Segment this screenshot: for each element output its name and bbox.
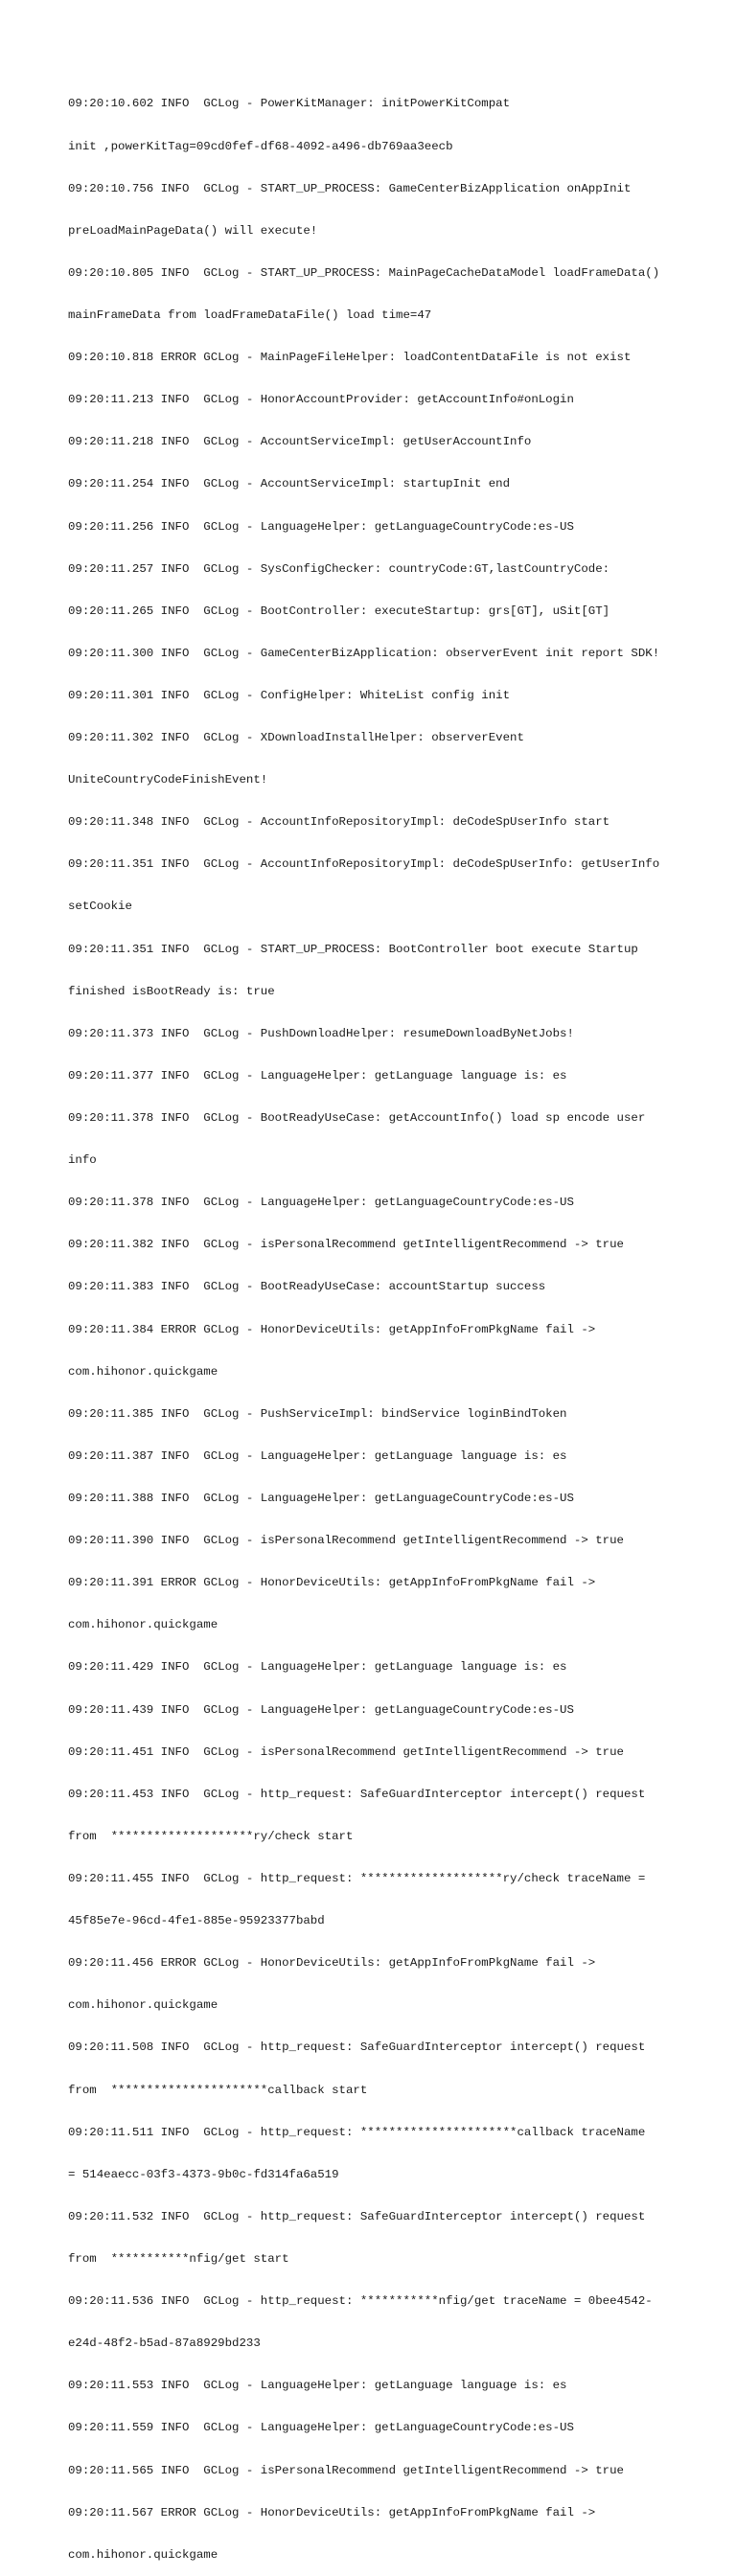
log-line: 09:20:11.378 INFO GCLog - LanguageHelper: getLanguageCountryCode:es-US (68, 1196, 574, 1210)
log-line: 09:20:11.391 ERROR GCLog - HonorDeviceUtils: getAppInfoFromPkgName fail -> (68, 1576, 596, 1590)
log-line: from **********************callback start (68, 2083, 368, 2097)
log-line: from ***********nfig/get start (68, 2251, 289, 2266)
log-line: 09:20:11.384 ERROR GCLog - HonorDeviceUtils: getAppInfoFromPkgName fail -> (68, 1322, 596, 1336)
log-line: 09:20:11.532 INFO GCLog - http_request: SafeGuardInterceptor intercept() request (68, 2209, 646, 2223)
log-line: 09:20:11.511 INFO GCLog - http_request: **********************callback traceName (68, 2125, 646, 2139)
log-line: 09:20:11.377 INFO GCLog - LanguageHelper: getLanguage language is: es (68, 1068, 567, 1083)
log-line: 09:20:11.382 INFO GCLog - isPersonalRecommend getIntelligentRecommend -> true (68, 1238, 624, 1252)
log-line: 09:20:11.348 INFO GCLog - AccountInfoRepositoryImpl: deCodeSpUserInfo start (68, 815, 610, 830)
log-line: 09:20:11.373 INFO GCLog - PushDownloadHelper: resumeDownloadByNetJobs! (68, 1026, 574, 1040)
log-line: 09:20:11.536 INFO GCLog - http_request: ***********nfig/get traceName = 0bee4542- (68, 2294, 653, 2309)
log-line: 09:20:11.213 INFO GCLog - HonorAccountProvider: getAccountInfo#onLogin (68, 393, 574, 407)
log-line: 09:20:11.559 INFO GCLog - LanguageHelper: getLanguageCountryCode:es-US (68, 2421, 574, 2435)
log-line: 09:20:11.553 INFO GCLog - LanguageHelper: getLanguage language is: es (68, 2379, 567, 2393)
log-line: 09:20:11.300 INFO GCLog - GameCenterBizApplication: observerEvent init report SDK! (68, 646, 660, 660)
log-line: init ,powerKitTag=09cd0fef-df68-4092-a496-db769aa3eecb (68, 139, 453, 153)
log-line: e24d-48f2-b5ad-87a8929bd233 (68, 2337, 261, 2351)
log-line: 09:20:11.351 INFO GCLog - START_UP_PROCESS: BootController boot execute Startup (68, 942, 638, 956)
log-line: 09:20:10.756 INFO GCLog - START_UP_PROCESS: GameCenterBizApplication onAppInit (68, 181, 632, 195)
log-line: 09:20:11.387 INFO GCLog - LanguageHelper: getLanguage language is: es (68, 1448, 567, 1463)
log-line: 09:20:10.818 ERROR GCLog - MainPageFileHelper: loadContentDataFile is not exist (68, 351, 632, 365)
log-line: 09:20:11.453 INFO GCLog - http_request: SafeGuardInterceptor intercept() request (68, 1787, 646, 1801)
log-line: setCookie (68, 900, 132, 914)
log-line: 09:20:11.456 ERROR GCLog - HonorDeviceUtils: getAppInfoFromPkgName fail -> (68, 1956, 596, 1971)
log-line: preLoadMainPageData() will execute! (68, 223, 318, 238)
log-line: 09:20:11.351 INFO GCLog - AccountInfoRepositoryImpl: deCodeSpUserInfo: getUserInfo (68, 857, 660, 872)
log-line: 09:20:11.257 INFO GCLog - SysConfigChecker: countryCode:GT,lastCountryCode: (68, 561, 610, 576)
log-line: com.hihonor.quickgame (68, 2547, 218, 2562)
log-line: finished isBootReady is: true (68, 984, 275, 998)
log-line: from ********************ry/check start (68, 1829, 354, 1843)
log-line: com.hihonor.quickgame (68, 1618, 218, 1632)
log-line: 09:20:11.385 INFO GCLog - PushServiceImpl: bindService loginBindToken (68, 1406, 567, 1421)
log-line: 09:20:10.602 INFO GCLog - PowerKitManager: initPowerKitCompat (68, 97, 511, 111)
log-line: = 514eaecc-03f3-4373-9b0c-fd314fa6a519 (68, 2167, 339, 2181)
log-line: 09:20:11.302 INFO GCLog - XDownloadInstallHelper: observerEvent (68, 731, 524, 745)
log-line: 09:20:11.455 INFO GCLog - http_request: ********************ry/check traceName = (68, 1872, 646, 1885)
log-line: 09:20:11.429 INFO GCLog - LanguageHelper: getLanguage language is: es (68, 1660, 567, 1675)
log-line: 09:20:11.265 INFO GCLog - BootController: executeStartup: grs[GT], uSit[GT] (68, 604, 610, 618)
log-line: 09:20:11.451 INFO GCLog - isPersonalRecommend getIntelligentRecommend -> true (68, 1744, 624, 1759)
log-line: com.hihonor.quickgame (68, 1364, 218, 1379)
log-line: info (68, 1153, 97, 1168)
log-line: 09:20:11.567 ERROR GCLog - HonorDeviceUtils: getAppInfoFromPkgName fail -> (68, 2505, 596, 2519)
log-line: UniteCountryCodeFinishEvent! (68, 773, 268, 787)
log-line: 09:20:11.218 INFO GCLog - AccountServiceImpl: getUserAccountInfo (68, 435, 532, 449)
log-text-block (68, 69, 691, 2576)
log-line: 09:20:11.439 INFO GCLog - LanguageHelper: getLanguageCountryCode:es-US (68, 1702, 574, 1717)
log-line: 09:20:11.256 INFO GCLog - LanguageHelper: getLanguageCountryCode:es-US (68, 519, 574, 534)
log-line: 09:20:11.378 INFO GCLog - BootReadyUseCase: getAccountInfo() load sp encode user (68, 1111, 646, 1126)
log-line: 09:20:11.390 INFO GCLog - isPersonalRecommend getIntelligentRecommend -> true (68, 1534, 624, 1548)
log-line: com.hihonor.quickgame (68, 1998, 218, 2013)
log-line: 09:20:11.508 INFO GCLog - http_request: SafeGuardInterceptor intercept() request (68, 2040, 646, 2055)
log-line: 09:20:11.565 INFO GCLog - isPersonalRecommend getIntelligentRecommend -> true (68, 2463, 624, 2477)
log-line: 09:20:10.805 INFO GCLog - START_UP_PROCESS: MainPageCacheDataModel loadFrameData() (68, 265, 660, 280)
log-line: 09:20:11.254 INFO GCLog - AccountServiceImpl: startupInit end (68, 477, 511, 491)
log-line: 09:20:11.301 INFO GCLog - ConfigHelper: WhiteList config init (68, 688, 511, 702)
log-line: 45f85e7e-96cd-4fe1-885e-95923377babd (68, 1914, 325, 1928)
log-line: 09:20:11.388 INFO GCLog - LanguageHelper: getLanguageCountryCode:es-US (68, 1492, 574, 1506)
log-line: 09:20:11.383 INFO GCLog - BootReadyUseCase: accountStartup success (68, 1280, 546, 1294)
log-line: mainFrameData from loadFrameDataFile() load time=47 (68, 308, 432, 322)
